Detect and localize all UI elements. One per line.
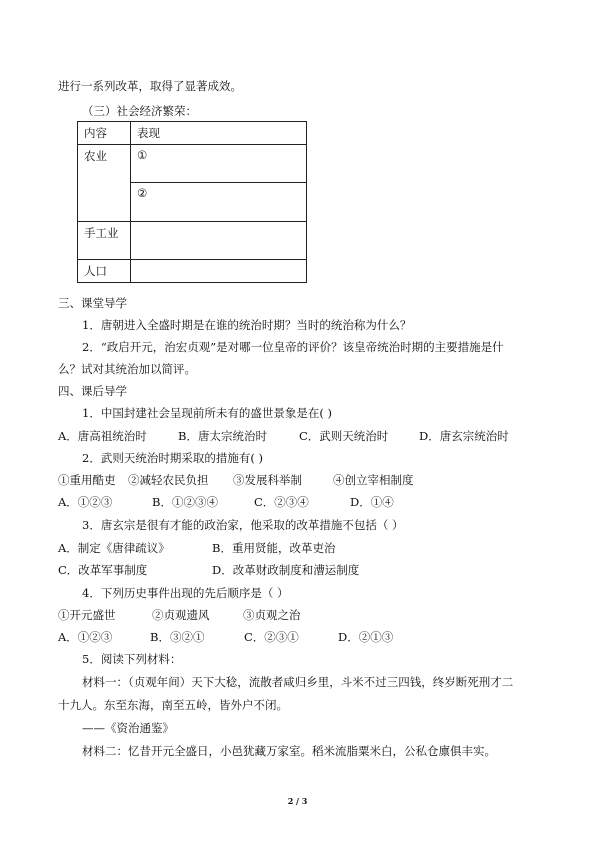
after-q2-item-2: ②减轻农民负担	[128, 473, 209, 487]
classroom-heading: 三、课堂导学	[58, 296, 127, 310]
after-q2-option-a: A．①②③	[58, 495, 113, 509]
after-q1: 1．中国封建社会呈现前所未有的盛世景象是在( )	[82, 406, 332, 420]
handicraft-item	[131, 222, 307, 260]
after-q3: 3．唐玄宗是很有才能的政治家，他采取的改革措施不包括（ ）	[82, 518, 404, 532]
after-q4-item-2: ②贞观遗风	[152, 608, 210, 622]
after-q4: 4．下列历史事件出现的先后顺序是（ ）	[82, 586, 289, 600]
material-2-line1: 材料二：忆昔开元全盛日，小邑犹藏万家室。稻米流脂粟米白，公私仓廪俱丰实。	[82, 744, 496, 758]
classroom-q1: 1．唐朝进入全盛时期是在谁的统治时期？当时的统治称为什么？	[82, 318, 412, 332]
table-row	[78, 260, 307, 283]
after-q1-option-a: A．唐高祖统治时	[58, 429, 147, 443]
after-q4-item-1: ①开元盛世	[58, 608, 116, 622]
material-1-source: ——《资治通鉴》	[82, 721, 174, 735]
agriculture-item-1: ①	[131, 145, 307, 183]
after-q2-item-1: ①重用酷吏	[58, 473, 116, 487]
population-item	[131, 260, 307, 283]
after-q3-option-b: B．重用贤能，改革吏治	[212, 541, 336, 555]
section3-heading: （三）社会经济繁荣：	[82, 104, 197, 118]
after-q2-option-d: D．①④	[350, 495, 394, 509]
after-q1-option-d: D．唐玄宗统治时	[419, 429, 509, 443]
row-label-population: 人口	[78, 260, 131, 283]
intro-line: 进行一系列改革，取得了显著成效。	[58, 79, 242, 93]
classroom-q2-line1: 2．“政启开元，治宏贞观”是对哪一位皇帝的评价？该皇帝统治时期的主要措施是什	[82, 340, 504, 354]
after-q4-option-a: A．①②③	[58, 630, 113, 644]
after-q2: 2．武则天统治时期采取的措施有( )	[82, 451, 263, 465]
material-1-line2: 十九人。东至东海，南至五岭，皆外户不闭。	[58, 698, 288, 712]
row-label-agriculture: 农业	[78, 145, 131, 222]
table-row	[78, 222, 307, 260]
table-header-row	[78, 122, 307, 145]
economy-table	[77, 121, 307, 283]
after-q3-option-c: C．改革军事制度	[58, 563, 148, 577]
after-q4-item-3: ③贞观之治	[243, 608, 301, 622]
table-header-content: 内容	[78, 122, 131, 145]
agriculture-item-2: ②	[131, 183, 307, 222]
material-1-line1: 材料一：（贞观年间）天下大稔，流散者咸归乡里，斗米不过三四钱，终岁断死刑才二	[82, 675, 514, 689]
after-q2-item-4: ④创立宰相制度	[333, 473, 414, 487]
after-q5: 5．阅读下列材料：	[82, 652, 182, 666]
after-q4-option-b: B．③②①	[150, 630, 205, 644]
after-class-heading: 四、课后导学	[58, 384, 127, 398]
after-q2-option-c: C．②③④	[254, 495, 309, 509]
after-q2-item-3: ③发展科举制	[233, 473, 302, 487]
after-q2-option-b: B．①②③④	[152, 495, 218, 509]
row-label-handicraft: 手工业	[78, 222, 131, 260]
after-q3-option-a: A．制定《唐律疏议》	[58, 541, 170, 555]
after-q4-option-c: C．②③①	[244, 630, 299, 644]
classroom-q2-line2: 么？试对其统治加以简评。	[58, 362, 196, 376]
after-q1-option-c: C．武则天统治时	[299, 429, 389, 443]
after-q4-option-d: D．②①③	[338, 630, 394, 644]
after-q3-option-d: D．改革财政制度和漕运制度	[212, 563, 360, 577]
after-q1-option-b: B．唐太宗统治时	[178, 429, 267, 443]
page-number: 2 / 3	[287, 796, 308, 806]
table-header-performance: 表现	[131, 122, 307, 145]
table-row	[78, 145, 307, 183]
